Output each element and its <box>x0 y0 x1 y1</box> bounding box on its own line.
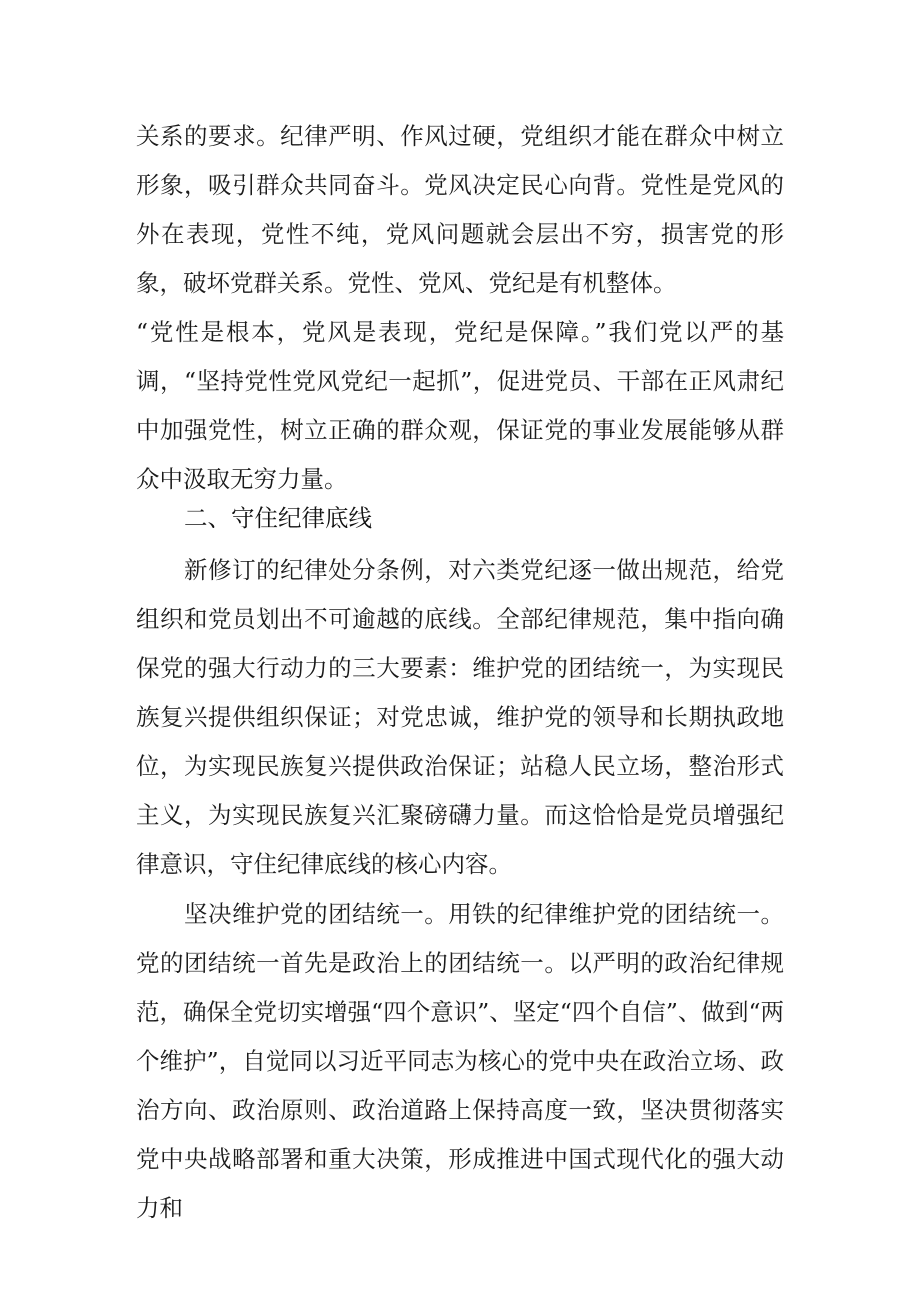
paragraph-new-regulations: 新修订的纪律处分条例，对六类党纪逐一做出规范，给党组织和党员划出不可逾越的底线。全部纪律规范，集中指向确保党的强大行动力的三大要素：维护党的团结统一，为实现民族复兴提供组织保证；对党忠诚，维护党的领导和长期执政地位，为实现民族复兴提供政治保证；站稳人民立场，整治形式主义，为实现民族复兴汇聚磅礴力量。而这恰恰是党员增强纪律意识，守住纪律底线的核心内容。 <box>136 556 784 878</box>
paragraph-party-spirit: 关系的要求。纪律严明、作风过硬，党组织才能在群众中树立形象，吸引群众共同奋斗。党风决定民心向背。党性是党风的外在表现，党性不纯，党风问题就会层出不穷，损害党的形象，破坏党群关系。党性、党风、党纪是有机整体。 <box>136 122 784 297</box>
section-heading: 二、守住纪律底线 <box>184 504 372 532</box>
paragraph-unity: 坚决维护党的团结统一。用铁的纪律维护党的团结统一。党的团结统一首先是政治上的团结统一。以严明的政治纪律规范，确保全党切实增强“四个意识”、坚定“四个自信”、做到“两个维护”，自觉同以习近平同志为核心的党中央在政治立场、政治方向、政治原则、政治道路上保持高度一致，坚决贯彻落实党中央战略部署和重大决策，形成推进中国式现代化的强大动力和 <box>136 900 784 1222</box>
paragraph-quote-discipline: “党性是根本，党风是表现，党纪是保障。”我们党以严的基调，“坚持党性党风党纪一起抓”，促进党员、干部在正风肃纪中加强党性，树立正确的群众观，保证党的事业发展能够从群众中汲取无穷力量。 <box>136 318 784 493</box>
